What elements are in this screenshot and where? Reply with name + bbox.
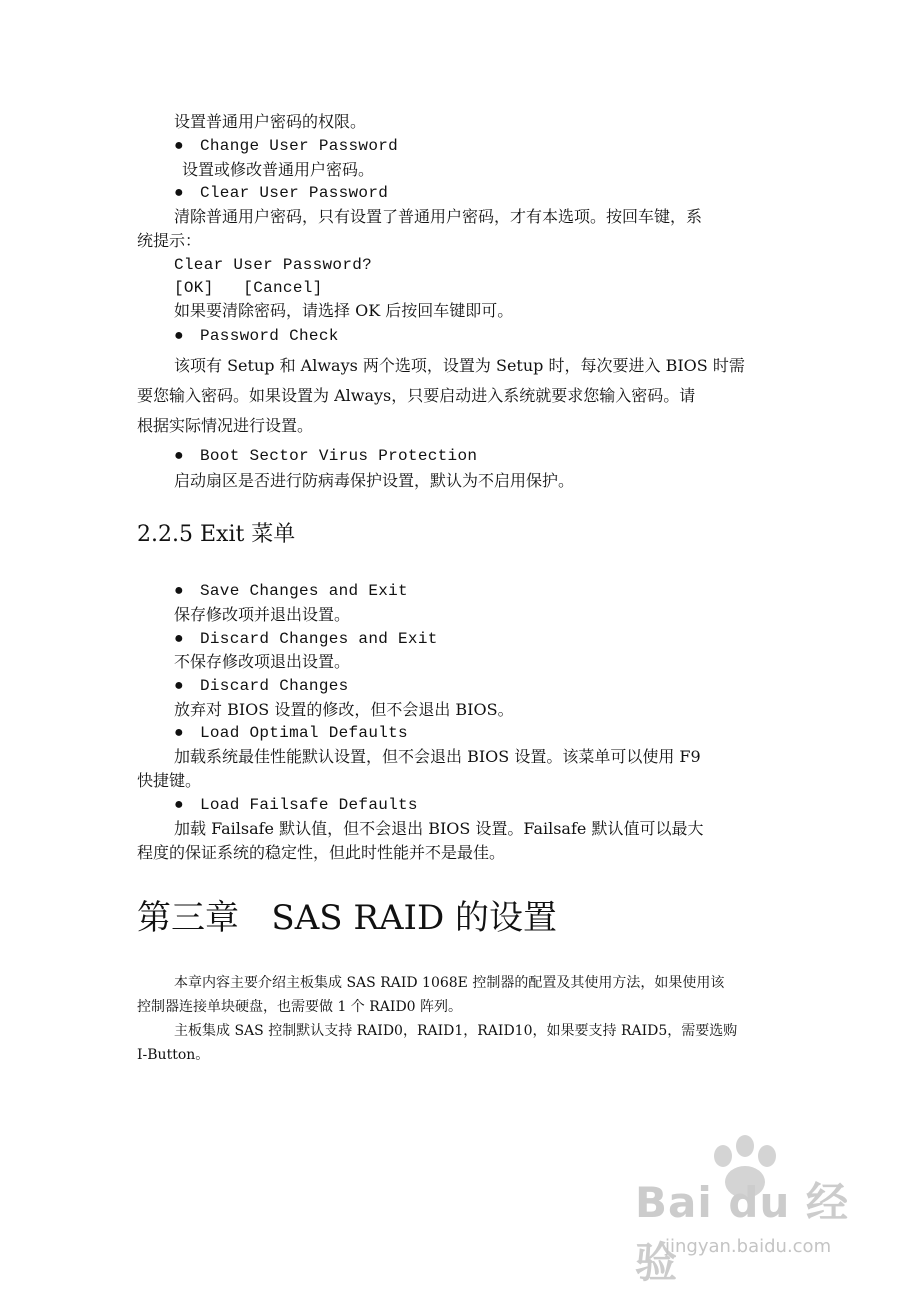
paragraph: 控制器连接单块硬盘，也需要做 1 个 RAID0 阵列。 xyxy=(137,999,463,1015)
bullet-item-save-changes-and-exit xyxy=(174,581,408,601)
bullet-item-load-failsafe-defaults xyxy=(174,795,418,815)
chapter-title: 第三章 SAS RAID 的设置 xyxy=(137,898,558,938)
bullet-item-load-optimal-defaults xyxy=(174,723,408,743)
bullet-label: Change User Password xyxy=(200,137,399,155)
bullet-label: Boot Sector Virus Protection xyxy=(200,447,478,465)
watermark-url: jingyan.baidu.com xyxy=(665,1236,832,1257)
bullet-item-clear-user-password xyxy=(174,183,388,203)
bullet-item-change-user-password xyxy=(174,136,398,156)
watermark-brand: Bai du 经验 xyxy=(635,1178,849,1287)
paragraph: 快捷键。 xyxy=(137,771,202,790)
bullet-icon: ● xyxy=(174,447,184,465)
bullet-icon: ● xyxy=(174,137,184,155)
paragraph: 统提示： xyxy=(137,231,202,250)
prompt-buttons: [OK] [Cancel] xyxy=(174,279,323,297)
paragraph: 加载 Failsafe 默认值，但不会退出 BIOS 设置。Failsafe 默认值可以最大 xyxy=(174,819,704,838)
bullet-icon: ● xyxy=(174,630,184,648)
paragraph: 启动扇区是否进行防病毒保护设置，默认为不启用保护。 xyxy=(174,471,575,490)
bullet-item-discard-changes-and-exit xyxy=(174,629,438,649)
paragraph: 该项有 Setup 和 Always 两个选项，设置为 Setup 时，每次要进入 BIOS 时需 xyxy=(174,356,745,375)
paragraph: 设置普通用户密码的权限。 xyxy=(174,112,367,131)
bullet-label: Save Changes and Exit xyxy=(200,582,408,600)
paragraph: 清除普通用户密码，只有设置了普通用户密码，才有本选项。按回车键，系 xyxy=(174,207,703,226)
bullet-label: Discard Changes and Exit xyxy=(200,630,438,648)
paragraph: 要您输入密码。如果设置为 Always，只要启动进入系统就要求您输入密码。请 xyxy=(137,386,696,405)
bullet-icon: ● xyxy=(174,677,184,695)
system-prompt: Clear User Password? xyxy=(174,256,373,274)
bullet-icon: ● xyxy=(174,796,184,814)
baidu-jingyan-watermark xyxy=(635,1140,865,1287)
paragraph: I-Button。 xyxy=(137,1047,210,1063)
paragraph: 如果要清除密码，请选择 OK 后按回车键即可。 xyxy=(174,301,514,320)
paragraph: 主板集成 SAS 控制默认支持 RAID0，RAID1，RAID10，如果要支持 RAID5，需要选购 xyxy=(174,1023,738,1039)
bullet-label: Clear User Password xyxy=(200,184,389,202)
paragraph: 加载系统最佳性能默认设置，但不会退出 BIOS 设置。该菜单可以使用 F9 xyxy=(174,747,701,766)
paragraph: 根据实际情况进行设置。 xyxy=(137,416,314,435)
bullet-item-boot-sector-virus-protection xyxy=(174,446,477,466)
paragraph: 放弃对 BIOS 设置的修改，但不会退出 BIOS。 xyxy=(174,700,514,719)
bullet-label: Password Check xyxy=(200,327,339,345)
bullet-label: Load Failsafe Defaults xyxy=(200,796,418,814)
bullet-label: Load Optimal Defaults xyxy=(200,724,408,742)
bullet-icon: ● xyxy=(174,724,184,742)
bullet-item-discard-changes xyxy=(174,676,349,696)
paragraph: 设置或修改普通用户密码。 xyxy=(182,160,375,179)
paragraph: 程度的保证系统的稳定性，但此时性能并不是最佳。 xyxy=(137,843,506,862)
bullet-icon: ● xyxy=(174,327,184,345)
paragraph: 不保存修改项退出设置。 xyxy=(174,652,351,671)
bullet-icon: ● xyxy=(174,582,184,600)
bullet-label: Discard Changes xyxy=(200,677,349,695)
section-heading-exit-menu: 2.2.5 Exit 菜单 xyxy=(137,522,296,547)
bullet-item-password-check xyxy=(174,326,339,346)
bullet-icon: ● xyxy=(174,184,184,202)
paragraph: 本章内容主要介绍主板集成 SAS RAID 1068E 控制器的配置及其使用方法，如果使用该 xyxy=(174,975,725,991)
paragraph: 保存修改项并退出设置。 xyxy=(174,605,351,624)
